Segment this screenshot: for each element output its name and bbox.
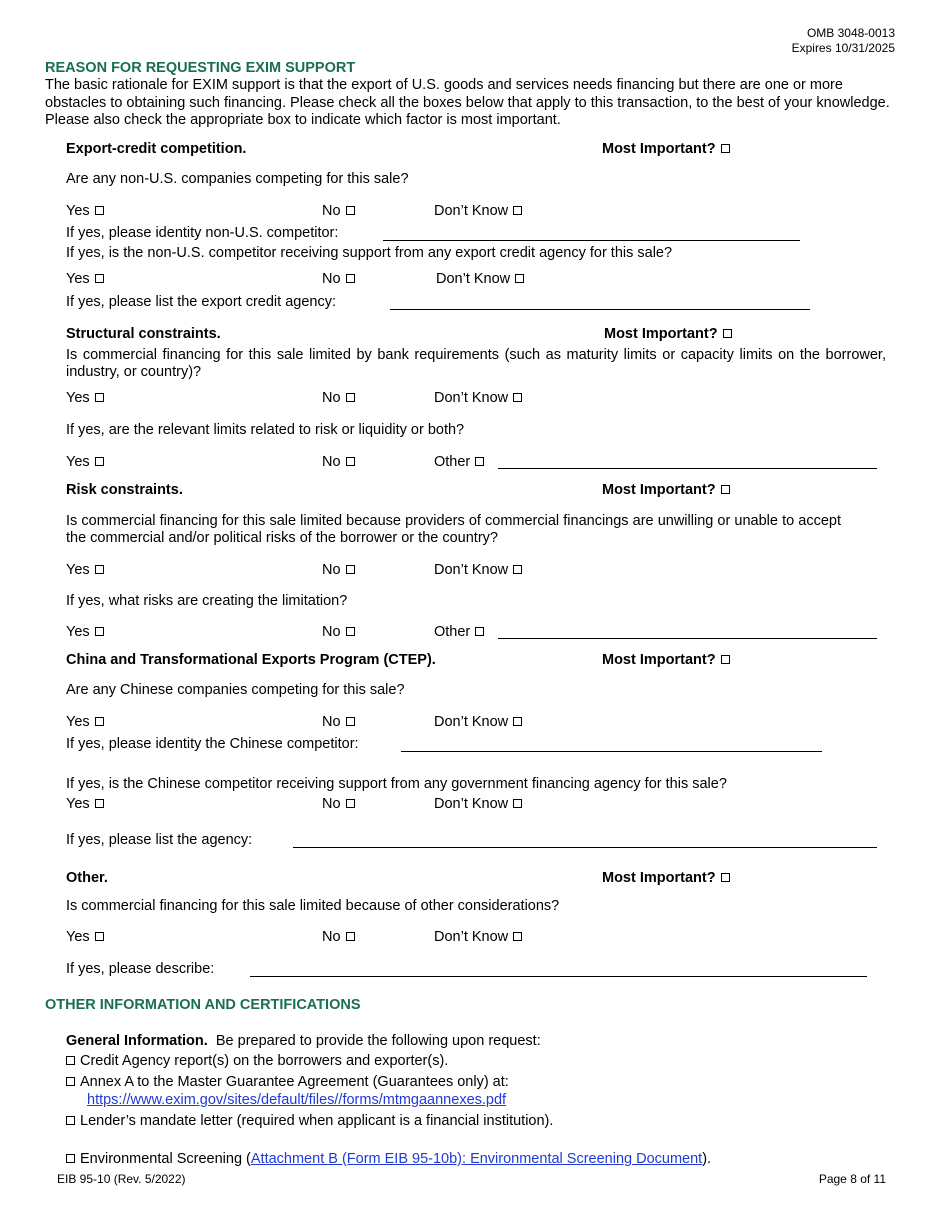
risk-heading: Risk constraints.	[66, 482, 183, 498]
cert-item-environmental[interactable]	[66, 1151, 711, 1168]
general-information-heading: General Information.	[66, 1033, 208, 1049]
checkbox[interactable]	[95, 717, 104, 726]
omb-number: OMB 3048-0013	[806, 26, 895, 40]
export-credit-q2-dont-know[interactable]	[436, 271, 524, 288]
checkbox[interactable]	[723, 329, 732, 338]
checkbox[interactable]	[721, 485, 730, 494]
structural-other-field[interactable]	[498, 468, 877, 469]
ctep-q2: If yes, is the Chinese competitor receiving support from any government financing agency for this sale?	[66, 776, 727, 792]
export-credit-agency-label: If yes, please list the export credit agency:	[66, 294, 336, 310]
most-important-label: Most Important?	[604, 326, 718, 342]
checkbox[interactable]	[346, 717, 355, 726]
other-q1-no[interactable]	[322, 929, 355, 946]
cert-item-annex-a[interactable]	[66, 1074, 509, 1091]
dont-know-label: Don’t Know	[434, 390, 509, 406]
checkbox[interactable]	[346, 627, 355, 636]
export-credit-agency-field[interactable]	[390, 309, 810, 310]
checkbox[interactable]	[346, 799, 355, 808]
export-credit-q1-yes[interactable]	[66, 203, 104, 220]
structural-most-important[interactable]	[604, 326, 732, 343]
no-label: No	[322, 796, 341, 812]
expiration-date: Expires 10/31/2025	[791, 41, 895, 55]
export-credit-heading: Export-credit competition.	[66, 141, 247, 157]
structural-q2-no[interactable]	[322, 454, 355, 471]
yes-label: Yes	[66, 454, 90, 470]
other-label: Other	[434, 624, 471, 640]
checkbox[interactable]	[346, 274, 355, 283]
cert-item-label: Credit Agency report(s) on the borrowers and exporter(s).	[80, 1053, 449, 1069]
checkbox[interactable]	[513, 393, 522, 402]
checkbox[interactable]	[95, 627, 104, 636]
structural-heading: Structural constraints.	[66, 326, 221, 342]
checkbox[interactable]	[95, 565, 104, 574]
dont-know-label: Don’t Know	[434, 562, 509, 578]
most-important-label: Most Important?	[602, 141, 716, 157]
checkbox[interactable]	[513, 932, 522, 941]
cert-item-label: Annex A to the Master Guarantee Agreement (Guarantees only) at:	[80, 1074, 509, 1090]
other-q1-yes[interactable]	[66, 929, 104, 946]
checkbox[interactable]	[513, 565, 522, 574]
export-credit-q1: Are any non-U.S. companies competing for this sale?	[66, 171, 409, 187]
structural-q1: Is commercial financing for this sale limited by bank requirements (such as maturity limits or capacity limits on the borrower, industry, or country)?	[66, 347, 886, 380]
risk-q2-other[interactable]	[434, 624, 484, 641]
export-credit-q2: If yes, is the non-U.S. competitor receiving support from any export credit agency for this sale?	[66, 245, 673, 261]
ctep-q2-dont-know[interactable]	[434, 796, 522, 813]
checkbox[interactable]	[346, 393, 355, 402]
ctep-competitor-field[interactable]	[401, 751, 822, 752]
most-important-label: Most Important?	[602, 482, 716, 498]
checkbox[interactable]	[513, 206, 522, 215]
checkbox[interactable]	[95, 932, 104, 941]
export-credit-competitor-label: If yes, please identity non-U.S. competitor:	[66, 225, 339, 241]
dont-know-label: Don’t Know	[434, 714, 509, 730]
checkbox[interactable]	[95, 457, 104, 466]
most-important-label: Most Important?	[602, 870, 716, 886]
other-describe-label: If yes, please describe:	[66, 961, 215, 977]
other-heading: Other.	[66, 870, 108, 886]
checkbox[interactable]	[475, 627, 484, 636]
checkbox[interactable]	[346, 457, 355, 466]
export-credit-q1-no[interactable]	[322, 203, 355, 220]
page-number: Page 8 of 11	[818, 1172, 886, 1186]
checkbox[interactable]	[95, 206, 104, 215]
checkbox[interactable]	[346, 206, 355, 215]
checkbox[interactable]	[66, 1116, 75, 1125]
checkbox[interactable]	[475, 457, 484, 466]
no-label: No	[322, 562, 341, 578]
reason-intro: The basic rationale for EXIM support is that the export of U.S. goods and services needs financing but there are one or more obstacles to obtaining such financing. Please check all the boxes below that apply to this transaction, to the best of your knowledge. Please also check the appropriate box to indicate which factor is most important.	[45, 77, 890, 128]
ctep-competitor-label: If yes, please identity the Chinese competitor:	[66, 736, 359, 752]
ctep-q1-no[interactable]	[322, 714, 355, 731]
no-label: No	[322, 454, 341, 470]
export-credit-q2-yes[interactable]	[66, 271, 104, 288]
structural-q1-dont-know[interactable]	[434, 390, 522, 407]
environmental-screening-link[interactable]: Attachment B (Form EIB 95-10b): Environmental Screening Document	[250, 1151, 703, 1167]
checkbox[interactable]	[513, 799, 522, 808]
certifications-section-title: OTHER INFORMATION AND CERTIFICATIONS	[45, 997, 361, 1013]
other-q1: Is commercial financing for this sale limited because of other considerations?	[66, 898, 560, 914]
cert-item-label: Lender’s mandate letter (required when applicant is a financial institution).	[80, 1113, 554, 1129]
ctep-q1: Are any Chinese companies competing for this sale?	[66, 682, 405, 698]
checkbox[interactable]	[66, 1154, 75, 1163]
form-id: EIB 95-10 (Rev. 5/2022)	[57, 1172, 186, 1186]
export-credit-q1-dont-know[interactable]	[434, 203, 522, 220]
cert-item-prefix: Environmental Screening (	[80, 1151, 251, 1167]
most-important-label: Most Important?	[602, 652, 716, 668]
cert-item-suffix: ).	[702, 1151, 712, 1167]
no-label: No	[322, 929, 341, 945]
dont-know-label: Don’t Know	[434, 929, 509, 945]
risk-q2-yes[interactable]	[66, 624, 104, 641]
checkbox[interactable]	[721, 873, 730, 882]
checkbox[interactable]	[721, 655, 730, 664]
other-most-important[interactable]	[602, 870, 730, 887]
dont-know-label: Don’t Know	[434, 796, 509, 812]
ctep-heading: China and Transformational Exports Program (CTEP).	[66, 652, 436, 668]
other-q1-dont-know[interactable]	[434, 929, 522, 946]
risk-other-field[interactable]	[498, 638, 877, 639]
annex-a-link[interactable]: https://www.exim.gov/sites/default/files//forms/mtmgaannexes.pdf	[87, 1092, 507, 1108]
structural-q1-yes[interactable]	[66, 390, 104, 407]
no-label: No	[322, 390, 341, 406]
checkbox[interactable]	[515, 274, 524, 283]
ctep-q1-dont-know[interactable]	[434, 714, 522, 731]
ctep-q2-no[interactable]	[322, 796, 355, 813]
ctep-most-important[interactable]	[602, 652, 730, 669]
structural-q2-yes[interactable]	[66, 454, 104, 471]
other-label: Other	[434, 454, 471, 470]
cert-item-mandate-letter[interactable]	[66, 1113, 553, 1130]
yes-label: Yes	[66, 390, 90, 406]
structural-q2-other[interactable]	[434, 454, 484, 471]
yes-label: Yes	[66, 271, 90, 287]
checkbox[interactable]	[346, 932, 355, 941]
yes-label: Yes	[66, 562, 90, 578]
export-credit-most-important[interactable]	[602, 141, 730, 158]
reason-section-title: REASON FOR REQUESTING EXIM SUPPORT	[45, 60, 356, 76]
yes-label: Yes	[66, 624, 90, 640]
risk-q1: Is commercial financing for this sale limited because providers of commercial financings are unwilling or unable to accept the commercial and/or political risks of the borrower or the country?	[66, 513, 841, 546]
yes-label: Yes	[66, 203, 90, 219]
risk-most-important[interactable]	[602, 482, 730, 499]
checkbox[interactable]	[95, 393, 104, 402]
no-label: No	[322, 624, 341, 640]
export-credit-q2-no[interactable]	[322, 271, 355, 288]
checkbox[interactable]	[66, 1077, 75, 1086]
other-describe-field[interactable]	[250, 976, 867, 977]
risk-q1-yes[interactable]	[66, 562, 104, 579]
yes-label: Yes	[66, 929, 90, 945]
risk-q2-no[interactable]	[322, 624, 355, 641]
structural-q2: If yes, are the relevant limits related to risk or liquidity or both?	[66, 422, 465, 438]
no-label: No	[322, 203, 341, 219]
general-information-text: Be prepared to provide the following upon request:	[215, 1033, 541, 1049]
no-label: No	[322, 271, 341, 287]
checkbox[interactable]	[95, 799, 104, 808]
ctep-q1-yes[interactable]	[66, 714, 104, 731]
checkbox[interactable]	[346, 565, 355, 574]
ctep-agency-field[interactable]	[293, 847, 877, 848]
checkbox[interactable]	[95, 274, 104, 283]
no-label: No	[322, 714, 341, 730]
yes-label: Yes	[66, 796, 90, 812]
checkbox[interactable]	[66, 1056, 75, 1065]
ctep-agency-label: If yes, please list the agency:	[66, 832, 253, 848]
yes-label: Yes	[66, 714, 90, 730]
structural-q1-no[interactable]	[322, 390, 355, 407]
risk-q1-dont-know[interactable]	[434, 562, 522, 579]
ctep-q2-yes[interactable]	[66, 796, 104, 813]
cert-item-credit-agency[interactable]	[66, 1053, 448, 1070]
dont-know-label: Don’t Know	[434, 203, 509, 219]
checkbox[interactable]	[721, 144, 730, 153]
general-information	[66, 1033, 541, 1050]
checkbox[interactable]	[513, 717, 522, 726]
risk-q2: If yes, what risks are creating the limitation?	[66, 593, 348, 609]
risk-q1-no[interactable]	[322, 562, 355, 579]
dont-know-label: Don’t Know	[436, 271, 511, 287]
export-credit-competitor-field[interactable]	[383, 240, 800, 241]
